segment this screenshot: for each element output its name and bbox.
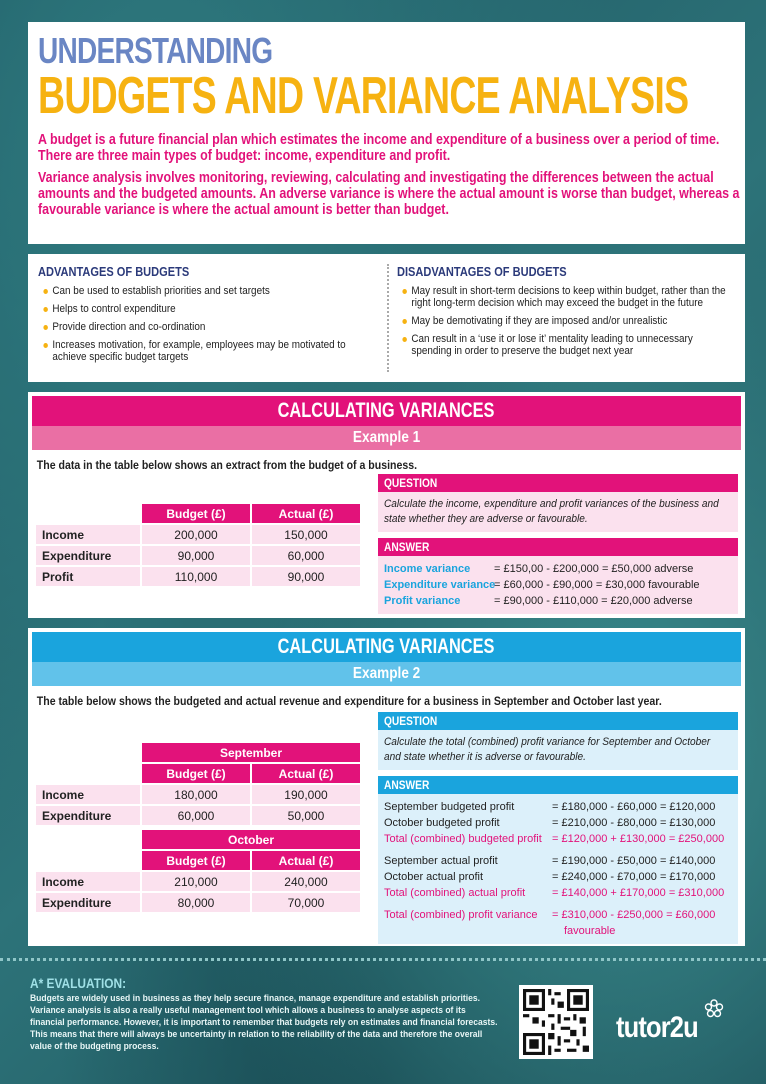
row-label: Profit xyxy=(36,567,140,586)
example2-qa xyxy=(378,712,738,944)
example2-subtitle-bar xyxy=(32,662,741,686)
answer-row-total: Total (combined) actual profit = £140,000 + £170,000 = £310,000 xyxy=(384,887,725,899)
table-row xyxy=(36,567,360,586)
qr-code-icon xyxy=(523,989,589,1055)
answer-row-variance-verdict: favourable xyxy=(564,925,616,937)
brand-logo: tutor2u xyxy=(616,1011,698,1044)
answer-row: Expenditure variance = £60,000 - £90,000 = £30,000 favourable xyxy=(384,579,700,591)
page-title: BUDGETS AND VARIANCE ANALYSIS xyxy=(38,67,689,125)
september-table xyxy=(34,741,362,827)
table-header-row xyxy=(36,764,360,783)
column-header-budget: Budget (£) xyxy=(142,504,250,523)
answer-row: October budgeted profit = £210,000 - £80,000 = £130,000 xyxy=(384,817,716,829)
column-header-actual: Actual (£) xyxy=(252,764,360,783)
october-title: October xyxy=(142,830,360,849)
answer-box xyxy=(378,556,738,614)
table-row xyxy=(36,872,360,891)
disadvantages-column xyxy=(387,264,736,372)
table-row xyxy=(36,893,360,912)
table-row xyxy=(36,785,360,804)
advantages-panel xyxy=(28,254,745,382)
question-box xyxy=(378,492,738,532)
example2-subtitle: Example 2 xyxy=(352,665,421,682)
question-box xyxy=(378,730,738,770)
example1-qa xyxy=(378,474,738,614)
example1-table xyxy=(34,502,362,588)
answer-header: ANSWER xyxy=(378,776,738,794)
september-title: September xyxy=(142,743,360,762)
list-item: Can be used to establish priorities and set targets xyxy=(38,285,377,297)
row-label: Income xyxy=(36,872,140,891)
october-table xyxy=(34,828,362,914)
example1-description: The data in the table below shows an extract from the budget of a business. xyxy=(36,458,418,472)
question-header: QUESTION xyxy=(378,712,738,730)
intro-budget: A budget is a future financial plan which estimates the income and expenditure of a business over a period of time. There are three main types of budget: income, expenditure and profit. xyxy=(38,132,720,164)
flower-icon xyxy=(702,997,726,1021)
answer-row: October actual profit = £240,000 - £70,000 = £170,000 xyxy=(384,871,716,883)
example2-title: CALCULATING VARIANCES xyxy=(278,635,495,658)
question-text: Calculate the total (combined) profit variance for September and October and state whether it is adverse or favourable. xyxy=(384,736,711,763)
table-row xyxy=(36,546,360,565)
example1-title: CALCULATING VARIANCES xyxy=(278,399,495,422)
cell-actual: 50,000 xyxy=(252,806,360,825)
row-label: Income xyxy=(36,525,140,544)
cell-budget: 110,000 xyxy=(142,567,250,586)
answer-header: ANSWER xyxy=(378,538,738,556)
list-item: May be demotivating if they are imposed and/or unrealistic xyxy=(397,315,726,327)
row-label: Expenditure xyxy=(36,546,140,565)
example2-description: The table below shows the budgeted and actual revenue and expenditure for a business in September and October last year. xyxy=(36,694,662,708)
intro-variance: Variance analysis involves monitoring, reviewing, calculating and investigating the differences between the actual amounts and the budgeted amounts. An adverse variance is where the actual amount is worse than budget, whereas a favourable variance is where the actual amount is better than budget. xyxy=(38,170,740,218)
answer-row: September actual profit = £190,000 - £50,000 = £140,000 xyxy=(384,855,716,867)
table-row xyxy=(36,525,360,544)
title-small: UNDERSTANDING xyxy=(38,30,273,71)
answer-row: Profit variance = £90,000 - £110,000 = £20,000 adverse xyxy=(384,595,693,607)
answer-row-total: Total (combined) budgeted profit = £120,000 + £130,000 = £250,000 xyxy=(384,833,725,845)
header-panel xyxy=(28,22,745,244)
example1-subtitle-bar xyxy=(32,426,741,450)
example2-panel xyxy=(28,628,745,946)
column-header-budget: Budget (£) xyxy=(142,764,250,783)
row-label: Expenditure xyxy=(36,893,140,912)
advantages-list xyxy=(38,285,381,363)
cell-budget: 200,000 xyxy=(142,525,250,544)
list-item: Can result in a ‘use it or lose it’ mentality leading to unnecessary spending in order to preserve the budget next year xyxy=(397,333,726,357)
advantages-title: ADVANTAGES OF BUDGETS xyxy=(38,264,190,279)
advantages-column xyxy=(38,264,387,372)
evaluation-body: Budgets are widely used in business as they help secure finance, manage expenditure and establish priorities. Variance analysis is also a really useful management tool which allows a business to analyse aspects of its financial performance. However, it is important to remember that budgets rely on estimates and financial forecasts. This means that there will always be uncertainty in relation to the reliability of the data and therefore the overall value of the budgeting process. xyxy=(30,993,498,1052)
cell-budget: 90,000 xyxy=(142,546,250,565)
cell-actual: 90,000 xyxy=(252,567,360,586)
list-item: May result in short-term decisions to keep within budget, rather than the right long-term decision which may exceed the budget in the future xyxy=(397,285,726,309)
answer-row: September budgeted profit = £180,000 - £60,000 = £120,000 xyxy=(384,801,716,813)
row-label: Expenditure xyxy=(36,806,140,825)
answer-row-variance: Total (combined) profit variance = £310,000 - £250,000 = £60,000 xyxy=(384,909,716,921)
cell-actual: 150,000 xyxy=(252,525,360,544)
list-item: Provide direction and co-ordination xyxy=(38,321,377,333)
column-header-budget: Budget (£) xyxy=(142,851,250,870)
question-header: QUESTION xyxy=(378,474,738,492)
cell-budget: 180,000 xyxy=(142,785,250,804)
table-title-row xyxy=(36,830,360,849)
disadvantages-list xyxy=(397,285,730,357)
example2-title-bar xyxy=(32,632,741,662)
column-header-actual: Actual (£) xyxy=(252,851,360,870)
table-title-row xyxy=(36,743,360,762)
list-item: Increases motivation, for example, employees may be motivated to achieve specific budget targets xyxy=(38,339,377,363)
answer-box xyxy=(378,794,738,944)
list-item: Helps to control expenditure xyxy=(38,303,377,315)
answer-row: Income variance = £150,00 - £200,000 = £50,000 adverse xyxy=(384,563,694,575)
example1-subtitle: Example 1 xyxy=(352,429,421,446)
cell-actual: 70,000 xyxy=(252,893,360,912)
cell-budget: 60,000 xyxy=(142,806,250,825)
cell-actual: 190,000 xyxy=(252,785,360,804)
table-header-row xyxy=(36,504,360,523)
table-row xyxy=(36,806,360,825)
example1-title-bar xyxy=(32,396,741,426)
cell-budget: 80,000 xyxy=(142,893,250,912)
column-header-actual: Actual (£) xyxy=(252,504,360,523)
question-text: Calculate the income, expenditure and profit variances of the business and state whether they are adverse or favourable. xyxy=(384,498,719,525)
cell-actual: 240,000 xyxy=(252,872,360,891)
example1-panel xyxy=(28,392,745,618)
cell-actual: 60,000 xyxy=(252,546,360,565)
disadvantages-title: DISADVANTAGES OF BUDGETS xyxy=(396,264,567,279)
cell-budget: 210,000 xyxy=(142,872,250,891)
evaluation-block xyxy=(30,975,500,1053)
evaluation-title: A* EVALUATION: xyxy=(30,975,127,991)
table-header-row xyxy=(36,851,360,870)
qr-code[interactable] xyxy=(519,985,593,1059)
evaluation-footer xyxy=(0,958,766,1084)
row-label: Income xyxy=(36,785,140,804)
